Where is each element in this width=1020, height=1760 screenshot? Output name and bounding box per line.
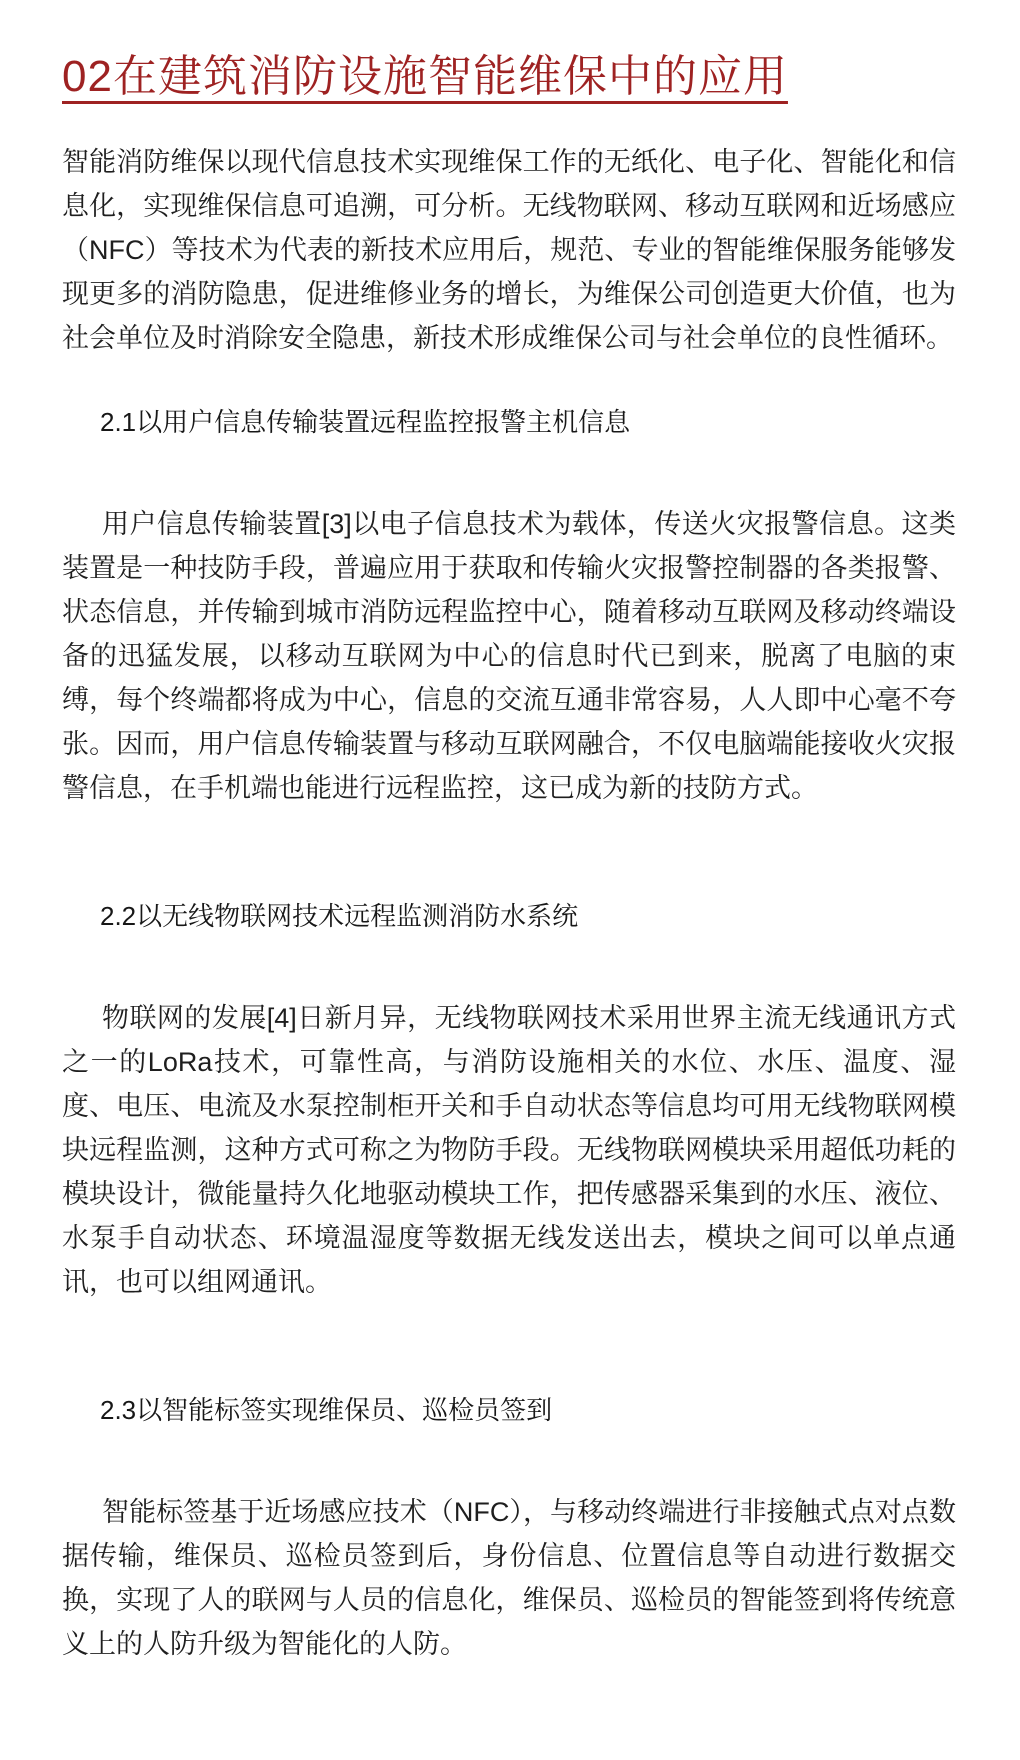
section-2-1 xyxy=(62,400,956,810)
section-heading-2-1: 2.1以用户信息传输装置远程监控报警主机信息 xyxy=(100,407,631,437)
intro-paragraph: 智能消防维保以现代信息技术实现维保工作的无纸化、电子化、智能化和信息化，实现维保信息可追溯，可分析。无线物联网、移动互联网和近场感应（NFC）等技术为代表的新技术应用后，规范、专业的智能维保服务能够发现更多的消防隐患，促进维修业务的增长，为维保公司创造更大价值，也为社会单位及时消除安全隐患，新技术形成维保公司与社会单位的良性循环。 xyxy=(62,147,956,353)
section-heading-2-2: 2.2以无线物联网技术远程监测消防水系统 xyxy=(100,901,579,931)
page-title: 02在建筑消防设施智能维保中的应用 xyxy=(62,52,788,101)
section-paragraph-2-3: 智能标签基于近场感应技术（NFC），与移动终端进行非接触式点对点数据传输，维保员、巡检员签到后，身份信息、位置信息等自动进行数据交换，实现了人的联网与人员的信息化，维保员、巡检员的智能签到将传统意义上的人防升级为智能化的人防。 xyxy=(62,1497,956,1659)
section-2-2 xyxy=(62,894,956,1304)
section-2-3 xyxy=(62,1388,956,1666)
section-heading-2-3: 2.3以智能标签实现维保员、巡检员签到 xyxy=(100,1395,553,1425)
section-paragraph-2-1: 用户信息传输装置[3]以电子信息技术为载体，传送火灾报警信息。这类装置是一种技防手段，普遍应用于获取和传输火灾报警控制器的各类报警、状态信息，并传输到城市消防远程监控中心，随着移动互联网及移动终端设备的迅猛发展，以移动互联网为中心的信息时代已到来，脱离了电脑的束缚，每个终端都将成为中心，信息的交流互通非常容易，人人即中心毫不夸张。因而，用户信息传输装置与移动互联网融合，不仅电脑端能接收火灾报警信息，在手机端也能进行远程监控，这已成为新的技防方式。 xyxy=(62,509,956,803)
section-paragraph-2-2: 物联网的发展[4]日新月异，无线物联网技术采用世界主流无线通讯方式之一的LoRa技术，可靠性高，与消防设施相关的水位、水压、温度、湿度、电压、电流及水泵控制柜开关和手自动状态等信息均可用无线物联网模块远程监测，这种方式可称之为物防手段。无线物联网模块采用超低功耗的模块设计，微能量持久化地驱动模块工作，把传感器采集到的水压、液位、水泵手自动状态、环境温湿度等数据无线发送出去，模块之间可以单点通讯，也可以组网通讯。 xyxy=(62,1003,956,1297)
